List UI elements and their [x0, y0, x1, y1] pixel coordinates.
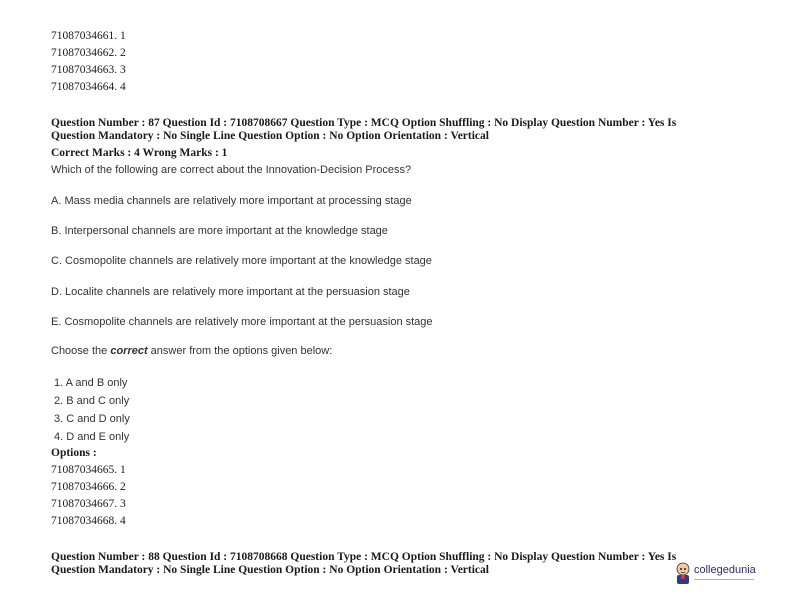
statement: D. Localite channels are relatively more important at the persuasion stage: [51, 286, 410, 298]
option-id: 71087034666. 2: [51, 481, 126, 493]
options-list: [51, 462, 126, 530]
logo-tagline-mark: [694, 579, 754, 583]
answer-choice: 2. B and C only: [54, 395, 130, 407]
option-id: 71087034667. 3: [51, 498, 126, 510]
logo-text: collegedunia: [694, 564, 756, 576]
option-id: 71087034663. 3: [51, 64, 126, 76]
option-id: 71087034664. 4: [51, 81, 126, 93]
statement: A. Mass media channels are relatively more important at processing stage: [51, 195, 412, 207]
option-id: 71087034668. 4: [51, 515, 126, 527]
mascot-icon: [672, 560, 694, 586]
previous-options-list: [51, 28, 126, 96]
answer-choice: 4. D and E only: [54, 431, 130, 443]
question-meta: Question Number : 87 Question Id : 7108708667 Question Type : MCQ Option Shuffling : No Display Question Number : Yes Is Question Mandatory : No Single Line Question Option : No Option Orientation : Vertical: [51, 117, 677, 142]
answer-choices: [54, 374, 130, 446]
option-id: 71087034662. 2: [51, 47, 126, 59]
question-marks: Correct Marks : 4 Wrong Marks : 1: [51, 147, 228, 159]
answer-choice: 3. C and D only: [54, 413, 130, 425]
collegedunia-logo: [672, 558, 762, 598]
statement: C. Cosmopolite channels are relatively more important at the knowledge stage: [51, 255, 432, 267]
question-text: Which of the following are correct about the Innovation-Decision Process?: [51, 164, 412, 176]
options-label: Options :: [51, 447, 97, 459]
answer-choice: 1. A and B only: [54, 377, 128, 389]
next-question-meta: Question Number : 88 Question Id : 7108708668 Question Type : MCQ Option Shuffling : No Display Question Number : Yes Is Question Mandatory : No Single Line Question Option : No Option Orientation : Vertical: [51, 551, 677, 576]
option-id: 71087034665. 1: [51, 464, 126, 476]
statement: E. Cosmopolite channels are relatively more important at the persuasion stage: [51, 316, 433, 328]
option-id: 71087034661. 1: [51, 30, 126, 42]
statement: B. Interpersonal channels are more important at the knowledge stage: [51, 225, 388, 237]
choose-instruction: Choose the correct answer from the options given below:: [51, 345, 333, 357]
